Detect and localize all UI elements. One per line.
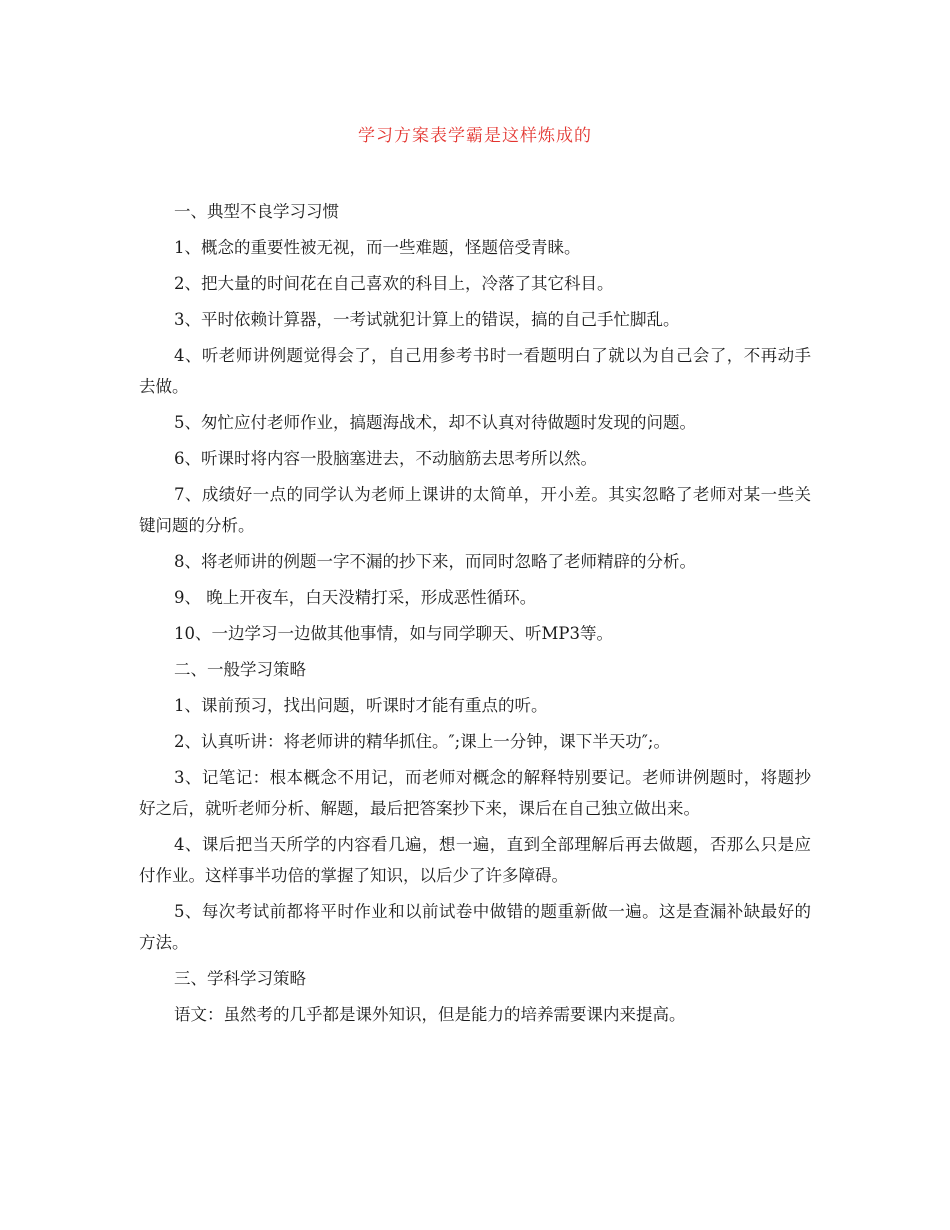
section-heading-bad-habits: 一、典型不良学习习惯 xyxy=(174,202,339,221)
section-heading-general-strategies: 二、一般学习策略 xyxy=(174,660,306,679)
paragraph: 2、把大量的时间花在自己喜欢的科目上，冷落了其它科目。 xyxy=(174,274,614,293)
paragraph: 8、将老师讲的例题一字不漏的抄下来，而同时忽略了老师精辟的分析。 xyxy=(174,552,696,571)
paragraph: 10、一边学习一边做其他事情，如与同学聊天、听MP3等。 xyxy=(174,624,613,643)
paragraph: 3、记笔记：根本概念不用记，而老师对概念的解释特别要记。老师讲例题时，将题抄好之后，就听老师分析、解题，最后把答案抄下来，课后在自己独立做出来。 xyxy=(139,768,811,818)
section-heading-subject-strategies: 三、学科学习策略 xyxy=(174,969,306,988)
document-body xyxy=(139,196,811,1035)
paragraph: 1、概念的重要性被无视，而一些难题，怪题倍受青睐。 xyxy=(174,238,581,257)
paragraph: 4、听老师讲例题觉得会了，自己用参考书时一看题明白了就以为自己会了，不再动手去做。 xyxy=(139,346,811,396)
paragraph: 4、课后把当天所学的内容看几遍，想一遍，直到全部理解后再去做题，否那么只是应付作业。这样事半功倍的掌握了知识，以后少了许多障碍。 xyxy=(139,835,811,885)
paragraph: 9、 晚上开夜车，白天没精打采，形成恶性循环。 xyxy=(174,588,537,607)
paragraph: 3、平时依赖计算器，一考试就犯计算上的错误，搞的自己手忙脚乱。 xyxy=(174,310,680,329)
paragraph: 语文：虽然考的几乎都是课外知识，但是能力的培养需要课内来提高。 xyxy=(174,1005,686,1024)
paragraph: 5、每次考试前都将平时作业和以前试卷中做错的题重新做一遍。这是查漏补缺最好的方法。 xyxy=(139,902,811,952)
paragraph: 6、听课时将内容一股脑塞进去，不动脑筋去思考所以然。 xyxy=(174,449,597,468)
document-title: 学习方案表学霸是这样炼成的 xyxy=(358,126,592,146)
paragraph: 7、成绩好一点的同学认为老师上课讲的太简单，开小差。其实忽略了老师对某一些关键问题的分析。 xyxy=(139,485,811,535)
paragraph: 1、课前预习，找出问题，听课时才能有重点的听。 xyxy=(174,696,548,715)
paragraph: 5、匆忙应付老师作业，搞题海战术，却不认真对待做题时发现的问题。 xyxy=(174,413,696,432)
paragraph: 2、认真听讲：将老师讲的精华抓住。″;课上一分钟，课下半天功″;。 xyxy=(174,732,670,751)
